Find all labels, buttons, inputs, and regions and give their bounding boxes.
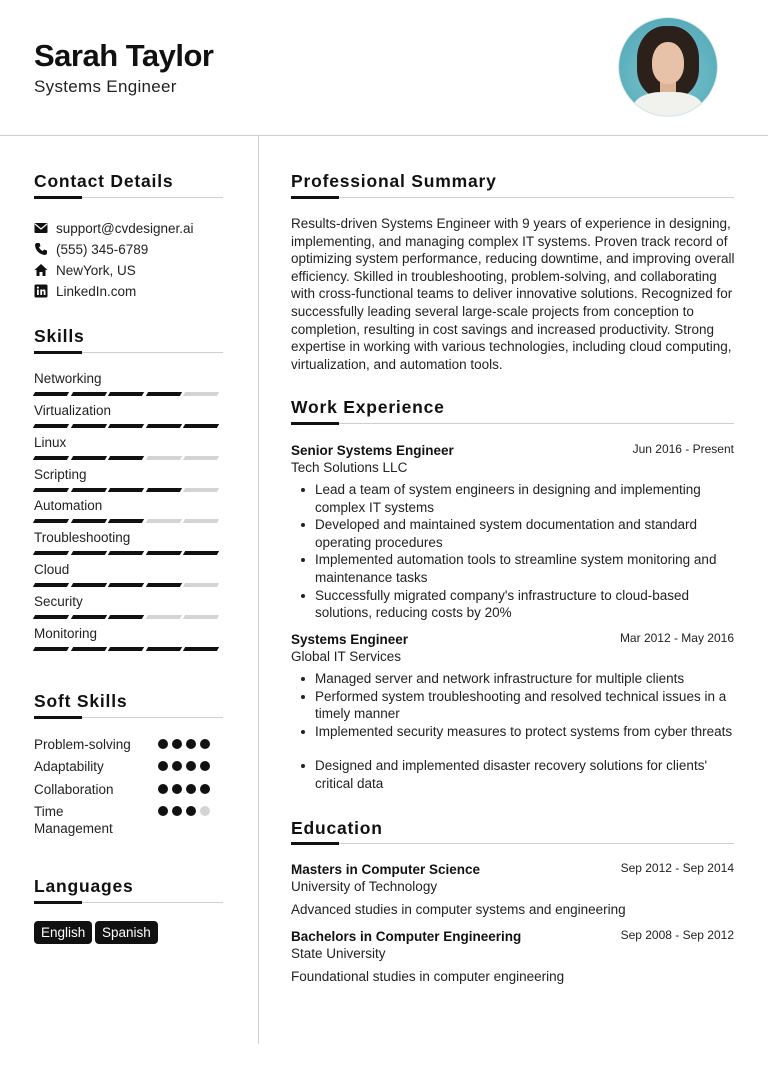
job-bullet: Implemented security measures to protect systems from cyber threats (291, 723, 736, 741)
languages-heading: Languages (34, 876, 134, 896)
experience-heading: Work Experience (291, 397, 445, 417)
skill-level-segment (108, 615, 144, 619)
skill-level-segment (183, 488, 219, 492)
soft-skill-dot (158, 761, 168, 771)
edu-description: Advanced studies in computer systems and engineering (291, 902, 626, 917)
resume-header (0, 0, 768, 136)
skill-level-segment (146, 456, 182, 460)
language-tag-english: English (34, 921, 92, 944)
skill-name: Security (34, 594, 83, 609)
soft-skill-dot (158, 739, 168, 749)
experience-heading-rule (291, 423, 734, 424)
skill-level-bar (34, 583, 222, 587)
soft-skill-dot (172, 739, 182, 749)
skill-level-bar (34, 424, 222, 428)
skill-level-bar (34, 392, 222, 396)
contact-linkedin-text: LinkedIn.com (56, 283, 137, 299)
contact-heading: Contact Details (34, 171, 174, 191)
skill-level-segment (70, 551, 106, 555)
skill-level-segment (146, 424, 182, 428)
skill-level-segment (33, 583, 69, 587)
phone-icon (34, 242, 48, 256)
skill-level-segment (70, 488, 106, 492)
languages-heading-rule (34, 902, 223, 903)
soft-skills-heading-rule (34, 717, 223, 718)
soft-skill-name: Adaptability (34, 759, 104, 774)
job-date: Mar 2012 - May 2016 (619, 631, 734, 645)
education-heading-rule (291, 843, 734, 844)
skill-level-segment (70, 456, 106, 460)
skill-name: Troubleshooting (34, 530, 131, 545)
skill-level-bar (34, 647, 222, 651)
summary-heading-rule (291, 197, 734, 198)
skill-level-bar (34, 519, 222, 523)
skills-heading: Skills (34, 326, 85, 346)
soft-skill-dot (172, 761, 182, 771)
soft-skill-name: Collaboration (34, 782, 114, 797)
edu-degree: Bachelors in Computer Engineering (291, 929, 522, 944)
edu-school: University of Technology (291, 879, 438, 894)
skill-level-bar (34, 456, 222, 460)
home-icon (34, 263, 48, 277)
soft-skill-dot (158, 784, 168, 794)
soft-skill-name: Problem-solving (34, 737, 131, 752)
skill-level-segment (183, 551, 219, 555)
skill-level-segment (33, 488, 69, 492)
job-bullet: Lead a team of system engineers in designing and implementing complex IT systems (291, 481, 736, 516)
job-bullet: Managed server and network infrastructure for multiple clients (291, 670, 736, 688)
soft-skill-name: Time Management (34, 804, 113, 836)
skill-level-segment (70, 424, 106, 428)
skill-level-segment (146, 519, 182, 523)
skill-level-segment (108, 424, 144, 428)
contact-linkedin[interactable] (34, 282, 136, 300)
soft-skill-dot (200, 784, 210, 794)
candidate-title: Systems Engineer (34, 77, 177, 96)
skill-level-segment (33, 615, 69, 619)
job-bullet: Designed and implemented disaster recovery solutions for clients' critical data (291, 757, 736, 792)
skill-level-segment (33, 647, 69, 651)
soft-skill-dot (186, 761, 196, 771)
edu-description: Foundational studies in computer engineering (291, 969, 565, 984)
soft-skill-dot (200, 739, 210, 749)
contact-email-text: support@cvdesigner.ai (56, 220, 194, 236)
job-date: Jun 2016 - Present (632, 442, 734, 456)
job-bullet: Implemented automation tools to streamline system monitoring and maintenance tasks (291, 551, 736, 586)
skill-level-segment (146, 583, 182, 587)
contact-location-text: NewYork, US (56, 262, 136, 278)
soft-skill-rating (158, 806, 214, 816)
soft-skill-dot (200, 806, 210, 816)
soft-skill-dot (172, 806, 182, 816)
skill-name: Networking (34, 371, 102, 386)
soft-skill-dot (200, 761, 210, 771)
skill-level-segment (108, 519, 144, 523)
skill-level-segment (146, 615, 182, 619)
contact-heading-rule (34, 197, 223, 198)
soft-skill-dot (186, 806, 196, 816)
skill-level-segment (70, 615, 106, 619)
edu-date: Sep 2012 - Sep 2014 (620, 861, 734, 875)
skill-level-segment (70, 647, 106, 651)
skill-level-segment (70, 392, 106, 396)
edu-date: Sep 2008 - Sep 2012 (620, 928, 734, 942)
soft-skill-dot (172, 784, 182, 794)
soft-skill-rating (158, 739, 214, 749)
skill-level-bar (34, 488, 222, 492)
skill-level-segment (183, 519, 219, 523)
job-company: Tech Solutions LLC (291, 460, 408, 475)
soft-skills-heading: Soft Skills (34, 691, 128, 711)
skill-level-segment (146, 392, 182, 396)
job-bullet: Developed and maintained system documentation and standard operating procedures (291, 516, 736, 551)
skill-level-segment (70, 583, 106, 587)
skill-level-segment (146, 488, 182, 492)
job-bullets (291, 670, 736, 793)
skill-level-segment (108, 551, 144, 555)
job-title: Systems Engineer (291, 632, 409, 647)
skill-level-segment (183, 392, 219, 396)
job-bullets (291, 481, 736, 622)
linkedin-icon (34, 284, 48, 298)
skill-level-segment (183, 424, 219, 428)
edu-school: State University (291, 946, 386, 961)
skill-name: Linux (34, 435, 67, 450)
skill-level-segment (183, 647, 219, 651)
contact-phone-text: (555) 345-6789 (56, 241, 149, 257)
contact-phone[interactable] (34, 240, 148, 258)
skill-level-segment (108, 392, 144, 396)
skill-name: Scripting (34, 467, 87, 482)
soft-skill-dot (158, 806, 168, 816)
job-bullet: Successfully migrated company's infrastructure to cloud-based solutions, reducing costs by 20% (291, 587, 736, 622)
soft-skill-dot (186, 739, 196, 749)
job-company: Global IT Services (291, 649, 402, 664)
education-heading: Education (291, 818, 383, 838)
skill-level-segment (33, 456, 69, 460)
skill-level-segment (33, 519, 69, 523)
candidate-name: Sarah Taylor (34, 38, 214, 73)
summary-text: Results-driven Systems Engineer with 9 years of experience in designing, implementing, and managing complex IT systems. Proven track record of optimizing system performance, reducing downtime, and improving overall efficiency. Skilled in troubleshooting, problem-solving, and collaborating with cross-functional teams to deliver innovative solutions. Recognized for successfully leading several large-scale projects from conception to completion, resulting in cost savings and increased productivity. Strong expertise in working with various technologies, including cloud computing, virtualization, and automation tools. (291, 216, 735, 372)
skill-level-segment (183, 615, 219, 619)
skill-level-bar (34, 551, 222, 555)
soft-skill-rating (158, 784, 214, 794)
envelope-icon (34, 221, 48, 235)
skill-level-segment (183, 456, 219, 460)
column-divider (258, 136, 259, 1044)
skills-heading-rule (34, 352, 223, 353)
skill-name: Cloud (34, 562, 70, 577)
skill-level-segment (108, 456, 144, 460)
contact-email[interactable] (34, 219, 194, 237)
skill-level-segment (183, 583, 219, 587)
soft-skill-dot (186, 784, 196, 794)
skill-name: Automation (34, 498, 103, 513)
soft-skill-rating (158, 761, 214, 771)
skill-name: Virtualization (34, 403, 112, 418)
summary-heading: Professional Summary (291, 171, 497, 191)
skill-level-segment (33, 424, 69, 428)
skill-level-segment (108, 583, 144, 587)
skill-level-bar (34, 615, 222, 619)
skill-level-segment (108, 647, 144, 651)
skill-level-segment (70, 519, 106, 523)
skill-level-segment (108, 488, 144, 492)
skill-level-segment (33, 551, 69, 555)
job-title: Senior Systems Engineer (291, 443, 454, 458)
contact-location (34, 261, 136, 279)
skill-level-segment (33, 392, 69, 396)
job-bullet: Performed system troubleshooting and resolved technical issues in a timely manner (291, 688, 736, 723)
profile-photo (619, 18, 717, 116)
skill-level-segment (146, 551, 182, 555)
skill-level-segment (146, 647, 182, 651)
edu-degree: Masters in Computer Science (291, 862, 481, 877)
skill-name: Monitoring (34, 626, 98, 641)
language-tag-spanish: Spanish (95, 921, 158, 944)
